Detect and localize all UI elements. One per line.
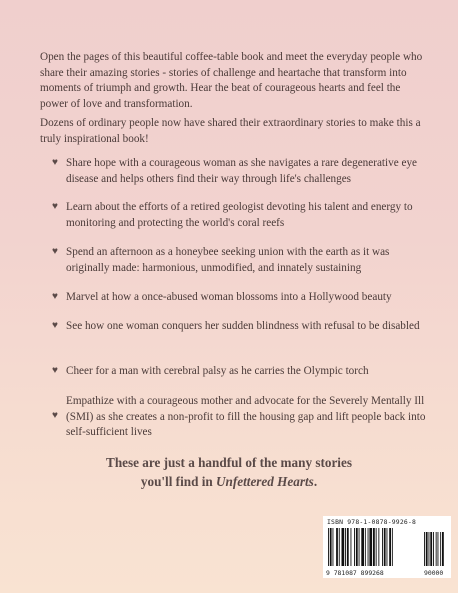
list-item xyxy=(52,156,426,187)
intro-paragraph: Open the pages of this beautiful coffee-table book and meet the everyday people who share their amazing stories - stories of challenge and heartache that transform into moments of triumph and growth. Hear the beat of courageous hearts and feel the power of love and transformation. xyxy=(40,51,423,110)
heart-icon: ♥ xyxy=(52,201,58,212)
list-item-text: Empathize with a courageous mother and advocate for the Severely Mentally Ill (SMI) as she creates a non-profit to fill the housing gap and lift people back into self-sufficient lives xyxy=(66,395,426,439)
list-item xyxy=(52,319,426,335)
closing-prefix: you'll find in xyxy=(140,474,217,489)
list-item xyxy=(52,394,426,441)
barcode-addon: 90000 xyxy=(424,569,444,577)
list-item-text: Learn about the efforts of a retired geologist devoting his talent and energy to monitoring and protecting the world's coral reefs xyxy=(66,201,413,229)
intro-paragraph-2: Dozens of ordinary people now have shared their extraordinary stories to make this a truly inspirational book! xyxy=(40,117,421,145)
closing-line-2 xyxy=(0,472,458,491)
heart-icon: ♥ xyxy=(52,410,58,421)
list-item-text: Cheer for a man with cerebral palsy as he carries the Olympic torch xyxy=(66,365,369,377)
isbn-barcode xyxy=(323,516,451,578)
list-item xyxy=(52,364,426,380)
barcode-digits: 9 781087 899268 xyxy=(326,569,384,577)
barcode-number xyxy=(326,569,450,577)
closing-statement xyxy=(0,453,458,491)
isbn-label: ISBN 978-1-0878-9926-8 xyxy=(327,518,417,526)
list-item xyxy=(52,290,426,306)
list-item xyxy=(52,200,426,231)
list-item xyxy=(52,245,426,276)
heart-icon: ♥ xyxy=(52,365,58,376)
list-item-text: Marvel at how a once-abused woman blossoms into a Hollywood beauty xyxy=(66,291,392,303)
list-item-text: Spend an afternoon as a honeybee seeking union with the earth as it was originally made: harmonious, unmodified, and innately sustaining xyxy=(66,246,390,274)
heart-icon: ♥ xyxy=(52,157,58,168)
heart-icon: ♥ xyxy=(52,246,58,257)
heart-icon: ♥ xyxy=(52,320,58,331)
book-title: Unfettered Hearts xyxy=(216,474,314,489)
barcode-bars xyxy=(328,528,446,568)
list-item-text: See how one woman conquers her sudden blindness with refusal to be disabled xyxy=(66,320,420,332)
closing-suffix: . xyxy=(313,474,318,489)
closing-line-1: These are just a handful of the many stories xyxy=(106,455,352,470)
list-item-text: Share hope with a courageous woman as she navigates a rare degenerative eye disease and helps others find their way through life's challenges xyxy=(66,157,418,185)
heart-icon: ♥ xyxy=(52,291,58,302)
